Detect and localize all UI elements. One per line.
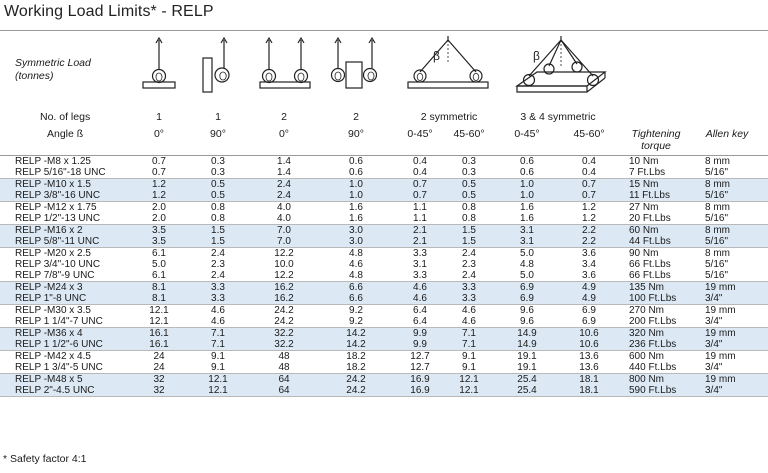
table-row xyxy=(0,374,768,385)
allen-key-cell: 19 mm xyxy=(705,374,736,385)
legs1-0deg-cell: 32 xyxy=(153,385,165,396)
legs2-90deg-cell: 9.2 xyxy=(349,305,363,316)
legs2-90deg-cell: 1.0 xyxy=(349,179,363,190)
size-cell: RELP 3/8"-16 UNC xyxy=(15,190,101,201)
legs2-90deg-cell: 18.2 xyxy=(346,362,366,373)
angle-col-3: 0° xyxy=(278,128,290,140)
table-row xyxy=(0,328,768,339)
sym34-0-45-cell: 9.6 xyxy=(520,316,534,327)
size-cell: RELP 3/4"-10 UNC xyxy=(15,259,101,270)
sym34-45-60-cell: 18.1 xyxy=(579,374,599,385)
legs1-0deg-cell: 8.1 xyxy=(152,293,166,304)
size-cell: RELP -M20 x 2.5 xyxy=(15,248,91,259)
table-row xyxy=(0,179,768,190)
legs1-90deg-cell: 4.6 xyxy=(211,316,225,327)
table-row xyxy=(0,305,768,316)
sym34-0-45-cell: 4.8 xyxy=(520,259,534,270)
legs2-90deg-cell: 24.2 xyxy=(346,385,366,396)
legs1-90deg-cell: 9.1 xyxy=(211,362,225,373)
table-row-group xyxy=(0,225,768,248)
multi-leg-symmetric-diagram-icon xyxy=(515,36,607,98)
sym2-0-45-cell: 0.4 xyxy=(413,156,427,167)
allen-key-cell: 3/4" xyxy=(705,362,723,373)
table-row xyxy=(0,202,768,213)
allen-key-cell: 3/4" xyxy=(705,385,723,396)
legs2-0deg-cell: 10.0 xyxy=(274,259,294,270)
allen-key-cell: 8 mm xyxy=(705,179,730,190)
legs1-90deg-cell: 12.1 xyxy=(208,385,228,396)
sym34-45-60-cell: 18.1 xyxy=(579,385,599,396)
legs2-0deg-cell: 32.2 xyxy=(274,328,294,339)
symmetric-load-line-1: Symmetric Load xyxy=(15,57,91,69)
angle-col-8: 45-60° xyxy=(573,128,605,140)
sym2-45-60-cell: 3.3 xyxy=(462,282,476,293)
legs1-90deg-cell: 1.5 xyxy=(211,236,225,247)
sym2-0-45-cell: 0.7 xyxy=(413,179,427,190)
sym2-45-60-cell: 0.5 xyxy=(462,190,476,201)
legs2-90deg-cell: 14.2 xyxy=(346,339,366,350)
legs2-0deg-cell: 12.2 xyxy=(274,248,294,259)
sym34-45-60-cell: 3.6 xyxy=(582,248,596,259)
sym2-45-60-cell: 12.1 xyxy=(459,385,479,396)
sym2-0-45-cell: 6.4 xyxy=(413,316,427,327)
sym2-0-45-cell: 3.3 xyxy=(413,248,427,259)
sym2-0-45-cell: 4.6 xyxy=(413,293,427,304)
table-row-group xyxy=(0,248,768,282)
sym34-45-60-cell: 0.7 xyxy=(582,190,596,201)
size-cell: RELP 1"-8 UNC xyxy=(15,293,87,304)
legs2-0deg-cell: 1.4 xyxy=(277,156,291,167)
torque-cell: 200 Ft.Lbs xyxy=(629,316,677,327)
sym34-45-60-cell: 3.4 xyxy=(582,259,596,270)
angle-col-7: 0-45° xyxy=(514,128,540,140)
single-leg-0deg-diagram-icon xyxy=(139,36,179,98)
allen-key-cell: 5/16" xyxy=(705,236,729,247)
legs2-90deg-cell: 0.6 xyxy=(349,167,363,178)
size-cell: RELP -M16 x 2 xyxy=(15,225,83,236)
torque-cell: 590 Ft.Lbs xyxy=(629,385,677,396)
torque-cell: 90 Nm xyxy=(629,248,659,259)
legs2-90deg-cell: 4.8 xyxy=(349,270,363,281)
torque-cell: 600 Nm xyxy=(629,351,665,362)
two-leg-90deg-diagram-icon xyxy=(328,36,384,98)
allen-key-cell: 5/16" xyxy=(705,213,729,224)
legs2-0deg-cell: 64 xyxy=(278,385,290,396)
table-row xyxy=(0,385,768,396)
sym34-0-45-cell: 6.9 xyxy=(520,293,534,304)
sym2-45-60-cell: 4.6 xyxy=(462,316,476,327)
sym34-0-45-cell: 0.6 xyxy=(520,167,534,178)
legs2-90deg-cell: 0.6 xyxy=(349,156,363,167)
size-cell: RELP 1 3/4"-5 UNC xyxy=(15,362,103,373)
size-cell: RELP 5/16"-18 UNC xyxy=(15,167,106,178)
allen-key-cell: 5/16" xyxy=(705,167,729,178)
sym2-0-45-cell: 9.9 xyxy=(413,328,427,339)
table-row xyxy=(0,293,768,304)
size-cell: RELP 1 1/2"-6 UNC xyxy=(15,339,103,350)
legs2-90deg-cell: 1.6 xyxy=(349,202,363,213)
table-row xyxy=(0,316,768,327)
legs1-90deg-cell: 1.5 xyxy=(211,225,225,236)
angle-label: Angle ß xyxy=(47,128,84,140)
sym34-0-45-cell: 14.9 xyxy=(517,339,537,350)
allen-key-cell: 8 mm xyxy=(705,248,730,259)
sym2-0-45-cell: 0.7 xyxy=(413,190,427,201)
legs2-90deg-cell: 1.0 xyxy=(349,190,363,201)
allen-key-cell: 3/4" xyxy=(705,316,723,327)
sym2-45-60-cell: 2.4 xyxy=(462,270,476,281)
sym34-0-45-cell: 1.0 xyxy=(520,190,534,201)
legs2-0deg-cell: 32.2 xyxy=(274,339,294,350)
size-cell: RELP -M42 x 4.5 xyxy=(15,351,91,362)
angle-col-1: 0° xyxy=(153,128,165,140)
sym34-45-60-cell: 1.2 xyxy=(582,202,596,213)
tightening-torque-header xyxy=(624,128,688,152)
sym34-45-60-cell: 0.4 xyxy=(582,167,596,178)
sym34-45-60-cell: 4.9 xyxy=(582,282,596,293)
table-row xyxy=(0,248,768,259)
title-divider xyxy=(0,30,768,31)
legs2-90deg-cell: 3.0 xyxy=(349,225,363,236)
sym2-45-60-cell: 4.6 xyxy=(462,305,476,316)
symmetric-load-line-2: (tonnes) xyxy=(15,70,54,82)
legs-col-3: 2 xyxy=(281,111,287,123)
legs-col-4: 2 xyxy=(353,111,359,123)
torque-cell: 11 Ft.Lbs xyxy=(629,190,670,201)
angle-col-6: 45-60° xyxy=(453,128,485,140)
sym2-0-45-cell: 9.9 xyxy=(413,339,427,350)
legs1-0deg-cell: 6.1 xyxy=(152,270,166,281)
sym2-0-45-cell: 0.4 xyxy=(413,167,427,178)
sym2-45-60-cell: 7.1 xyxy=(462,328,476,339)
legs2-90deg-cell: 3.0 xyxy=(349,236,363,247)
table-row xyxy=(0,156,768,167)
legs2-0deg-cell: 24.2 xyxy=(274,316,294,327)
legs2-0deg-cell: 7.0 xyxy=(277,236,291,247)
sym2-0-45-cell: 12.7 xyxy=(410,351,430,362)
torque-cell: 20 Ft.Lbs xyxy=(629,213,671,224)
table-row xyxy=(0,213,768,224)
sym34-0-45-cell: 1.0 xyxy=(520,179,534,190)
sym34-0-45-cell: 14.9 xyxy=(517,328,537,339)
sym34-0-45-cell: 5.0 xyxy=(520,248,534,259)
legs2-0deg-cell: 12.2 xyxy=(274,270,294,281)
angle-col-5: 0-45° xyxy=(407,128,433,140)
sym2-0-45-cell: 3.1 xyxy=(413,259,427,270)
legs1-90deg-cell: 12.1 xyxy=(208,374,228,385)
sym34-45-60-cell: 6.9 xyxy=(582,305,596,316)
sym34-0-45-cell: 0.6 xyxy=(520,156,534,167)
legs2-90deg-cell: 4.6 xyxy=(349,259,363,270)
torque-cell: 10 Nm xyxy=(629,156,659,167)
legs1-0deg-cell: 2.0 xyxy=(152,202,166,213)
legs2-0deg-cell: 48 xyxy=(278,351,290,362)
torque-cell: 135 Nm xyxy=(629,282,665,293)
legs1-0deg-cell: 3.5 xyxy=(152,225,166,236)
two-leg-symmetric-diagram-icon xyxy=(402,36,494,98)
sym2-0-45-cell: 1.1 xyxy=(413,213,427,224)
size-cell: RELP 1/2"-13 UNC xyxy=(15,213,101,224)
legs1-90deg-cell: 4.6 xyxy=(211,305,225,316)
sym34-45-60-cell: 3.6 xyxy=(582,270,596,281)
legs1-0deg-cell: 12.1 xyxy=(149,316,169,327)
legs2-0deg-cell: 64 xyxy=(278,374,290,385)
table-row xyxy=(0,362,768,373)
legs1-90deg-cell: 3.3 xyxy=(211,282,225,293)
allen-key-cell: 19 mm xyxy=(705,305,736,316)
legs2-0deg-cell: 16.2 xyxy=(274,293,294,304)
size-cell: RELP -M8 x 1.25 xyxy=(15,156,91,167)
torque-cell: 60 Nm xyxy=(629,225,659,236)
sym2-45-60-cell: 9.1 xyxy=(462,362,476,373)
allen-key-cell: 19 mm xyxy=(705,351,736,362)
sym34-0-45-cell: 25.4 xyxy=(517,374,537,385)
legs1-0deg-cell: 1.2 xyxy=(152,190,166,201)
legs1-90deg-cell: 7.1 xyxy=(211,328,225,339)
single-leg-90deg-diagram-icon xyxy=(198,36,238,98)
angle-col-4: 90° xyxy=(348,128,364,140)
legs2-0deg-cell: 4.0 xyxy=(277,213,291,224)
table-row xyxy=(0,190,768,201)
table-row-group xyxy=(0,305,768,328)
legs1-90deg-cell: 2.4 xyxy=(211,248,225,259)
legs1-0deg-cell: 24 xyxy=(153,351,165,362)
table-row xyxy=(0,225,768,236)
sym34-45-60-cell: 10.6 xyxy=(579,328,599,339)
two-leg-0deg-diagram-icon xyxy=(258,36,312,98)
allen-key-cell: 19 mm xyxy=(705,282,736,293)
torque-cell: 320 Nm xyxy=(629,328,665,339)
sym2-45-60-cell: 3.3 xyxy=(462,293,476,304)
sym2-45-60-cell: 0.3 xyxy=(462,156,476,167)
sym34-0-45-cell: 1.6 xyxy=(520,202,534,213)
torque-cell: 440 Ft.Lbs xyxy=(629,362,677,373)
sym34-0-45-cell: 1.6 xyxy=(520,213,534,224)
sym34-0-45-cell: 25.4 xyxy=(517,385,537,396)
legs2-0deg-cell: 16.2 xyxy=(274,282,294,293)
table-row-group xyxy=(0,156,768,179)
sym34-45-60-cell: 2.2 xyxy=(582,225,596,236)
legs2-90deg-cell: 6.6 xyxy=(349,282,363,293)
legs1-90deg-cell: 2.4 xyxy=(211,270,225,281)
sym2-45-60-cell: 2.3 xyxy=(462,259,476,270)
torque-cell: 27 Nm xyxy=(629,202,659,213)
legs-label: No. of legs xyxy=(40,111,91,123)
sym34-0-45-cell: 19.1 xyxy=(517,362,537,373)
legs1-0deg-cell: 3.5 xyxy=(152,236,166,247)
legs1-0deg-cell: 6.1 xyxy=(152,248,166,259)
page-title: Working Load Limits* - RELP xyxy=(4,3,214,20)
sym34-0-45-cell: 5.0 xyxy=(520,270,534,281)
legs1-90deg-cell: 0.5 xyxy=(211,190,225,201)
torque-header-line-1: Tightening xyxy=(631,128,681,140)
symmetric-load-label xyxy=(15,57,91,83)
sym2-45-60-cell: 0.8 xyxy=(462,202,476,213)
legs1-90deg-cell: 0.8 xyxy=(211,202,225,213)
legs1-0deg-cell: 0.7 xyxy=(152,167,166,178)
legs1-90deg-cell: 2.3 xyxy=(211,259,225,270)
torque-cell: 7 Ft.Lbs xyxy=(629,167,666,178)
safety-footnote: * Safety factor 4:1 xyxy=(3,453,87,465)
sym2-45-60-cell: 2.4 xyxy=(462,248,476,259)
sym2-45-60-cell: 0.8 xyxy=(462,213,476,224)
sym2-45-60-cell: 12.1 xyxy=(459,374,479,385)
angle-col-2: 90° xyxy=(210,128,226,140)
torque-cell: 15 Nm xyxy=(629,179,659,190)
size-cell: RELP -M12 x 1.75 xyxy=(15,202,97,213)
legs2-90deg-cell: 18.2 xyxy=(346,351,366,362)
svg-text:β: β xyxy=(433,49,440,63)
legs-3-4-symmetric: 3 & 4 symmetric xyxy=(520,111,596,123)
sym2-0-45-cell: 2.1 xyxy=(413,236,427,247)
legs2-0deg-cell: 48 xyxy=(278,362,290,373)
allen-key-cell: 5/16" xyxy=(705,270,729,281)
sym2-0-45-cell: 16.9 xyxy=(410,374,430,385)
legs1-0deg-cell: 0.7 xyxy=(152,156,166,167)
sym2-0-45-cell: 4.6 xyxy=(413,282,427,293)
sym34-45-60-cell: 13.6 xyxy=(579,351,599,362)
allen-key-header: Allen key xyxy=(705,128,749,140)
svg-text:β: β xyxy=(533,49,540,63)
allen-key-cell: 5/16" xyxy=(705,190,729,201)
legs1-0deg-cell: 16.1 xyxy=(149,339,169,350)
sym34-45-60-cell: 2.2 xyxy=(582,236,596,247)
allen-key-cell: 3/4" xyxy=(705,293,723,304)
sym2-0-45-cell: 2.1 xyxy=(413,225,427,236)
legs2-90deg-cell: 14.2 xyxy=(346,328,366,339)
sym2-45-60-cell: 0.3 xyxy=(462,167,476,178)
sym2-0-45-cell: 1.1 xyxy=(413,202,427,213)
legs2-90deg-cell: 1.6 xyxy=(349,213,363,224)
legs1-0deg-cell: 1.2 xyxy=(152,179,166,190)
sym2-45-60-cell: 0.5 xyxy=(462,179,476,190)
table-row xyxy=(0,339,768,350)
size-cell: RELP 7/8"-9 UNC xyxy=(15,270,95,281)
legs1-90deg-cell: 0.3 xyxy=(211,156,225,167)
legs1-90deg-cell: 9.1 xyxy=(211,351,225,362)
size-cell: RELP -M36 x 4 xyxy=(15,328,83,339)
legs2-0deg-cell: 2.4 xyxy=(277,179,291,190)
legs2-0deg-cell: 4.0 xyxy=(277,202,291,213)
legs1-0deg-cell: 8.1 xyxy=(152,282,166,293)
legs1-90deg-cell: 0.8 xyxy=(211,213,225,224)
sym34-0-45-cell: 6.9 xyxy=(520,282,534,293)
load-limits-table xyxy=(0,156,768,397)
table-row xyxy=(0,351,768,362)
torque-cell: 100 Ft.Lbs xyxy=(629,293,677,304)
legs1-0deg-cell: 5.0 xyxy=(152,259,166,270)
torque-cell: 44 Ft.Lbs xyxy=(629,236,671,247)
torque-header-line-2: torque xyxy=(641,140,671,152)
sym34-45-60-cell: 0.4 xyxy=(582,156,596,167)
allen-key-cell: 19 mm xyxy=(705,328,736,339)
legs2-0deg-cell: 2.4 xyxy=(277,190,291,201)
sym2-0-45-cell: 3.3 xyxy=(413,270,427,281)
allen-key-cell: 3/4" xyxy=(705,339,723,350)
sym34-45-60-cell: 10.6 xyxy=(579,339,599,350)
legs1-90deg-cell: 0.3 xyxy=(211,167,225,178)
torque-cell: 270 Nm xyxy=(629,305,665,316)
sym34-45-60-cell: 6.9 xyxy=(582,316,596,327)
legs-col-2: 1 xyxy=(215,111,221,123)
allen-key-cell: 5/16" xyxy=(705,259,729,270)
allen-key-cell: 8 mm xyxy=(705,156,730,167)
legs1-0deg-cell: 16.1 xyxy=(149,328,169,339)
table-row-group xyxy=(0,328,768,351)
legs2-90deg-cell: 6.6 xyxy=(349,293,363,304)
legs2-0deg-cell: 7.0 xyxy=(277,225,291,236)
torque-cell: 236 Ft.Lbs xyxy=(629,339,677,350)
table-row xyxy=(0,282,768,293)
sym34-0-45-cell: 9.6 xyxy=(520,305,534,316)
legs1-90deg-cell: 0.5 xyxy=(211,179,225,190)
table-row xyxy=(0,236,768,247)
legs2-90deg-cell: 24.2 xyxy=(346,374,366,385)
table-row xyxy=(0,167,768,178)
sym2-45-60-cell: 9.1 xyxy=(462,351,476,362)
sym34-0-45-cell: 3.1 xyxy=(520,225,534,236)
size-cell: RELP -M10 x 1.5 xyxy=(15,179,91,190)
legs1-0deg-cell: 32 xyxy=(153,374,165,385)
legs1-90deg-cell: 7.1 xyxy=(211,339,225,350)
sym34-45-60-cell: 1.2 xyxy=(582,213,596,224)
sym2-45-60-cell: 7.1 xyxy=(462,339,476,350)
size-cell: RELP -M24 x 3 xyxy=(15,282,83,293)
table-row-group xyxy=(0,351,768,374)
legs1-0deg-cell: 24 xyxy=(153,362,165,373)
legs1-0deg-cell: 2.0 xyxy=(152,213,166,224)
table-row-group xyxy=(0,282,768,305)
sym34-45-60-cell: 0.7 xyxy=(582,179,596,190)
legs2-0deg-cell: 1.4 xyxy=(277,167,291,178)
size-cell: RELP -M48 x 5 xyxy=(15,374,83,385)
sym2-45-60-cell: 1.5 xyxy=(462,225,476,236)
size-cell: RELP 1 1/4"-7 UNC xyxy=(15,316,103,327)
sym34-0-45-cell: 19.1 xyxy=(517,351,537,362)
table-row xyxy=(0,259,768,270)
legs1-0deg-cell: 12.1 xyxy=(149,305,169,316)
allen-key-cell: 8 mm xyxy=(705,225,730,236)
legs-col-1: 1 xyxy=(156,111,162,123)
size-cell: RELP -M30 x 3.5 xyxy=(15,305,91,316)
table-row-group xyxy=(0,202,768,225)
table-row xyxy=(0,270,768,281)
legs2-90deg-cell: 4.8 xyxy=(349,248,363,259)
legs-2-symmetric: 2 symmetric xyxy=(420,111,478,123)
sym2-0-45-cell: 12.7 xyxy=(410,362,430,373)
sym34-45-60-cell: 13.6 xyxy=(579,362,599,373)
sym2-45-60-cell: 1.5 xyxy=(462,236,476,247)
allen-key-cell: 8 mm xyxy=(705,202,730,213)
legs2-90deg-cell: 9.2 xyxy=(349,316,363,327)
size-cell: RELP 2"-4.5 UNC xyxy=(15,385,95,396)
legs1-90deg-cell: 3.3 xyxy=(211,293,225,304)
torque-cell: 66 Ft.Lbs xyxy=(629,259,671,270)
size-cell: RELP 5/8"-11 UNC xyxy=(15,236,100,247)
sym2-0-45-cell: 16.9 xyxy=(410,385,430,396)
sym34-0-45-cell: 3.1 xyxy=(520,236,534,247)
sym34-45-60-cell: 4.9 xyxy=(582,293,596,304)
table-row-group xyxy=(0,374,768,397)
torque-cell: 800 Nm xyxy=(629,374,665,385)
sym2-0-45-cell: 6.4 xyxy=(413,305,427,316)
legs2-0deg-cell: 24.2 xyxy=(274,305,294,316)
table-row-group xyxy=(0,179,768,202)
torque-cell: 66 Ft.Lbs xyxy=(629,270,671,281)
